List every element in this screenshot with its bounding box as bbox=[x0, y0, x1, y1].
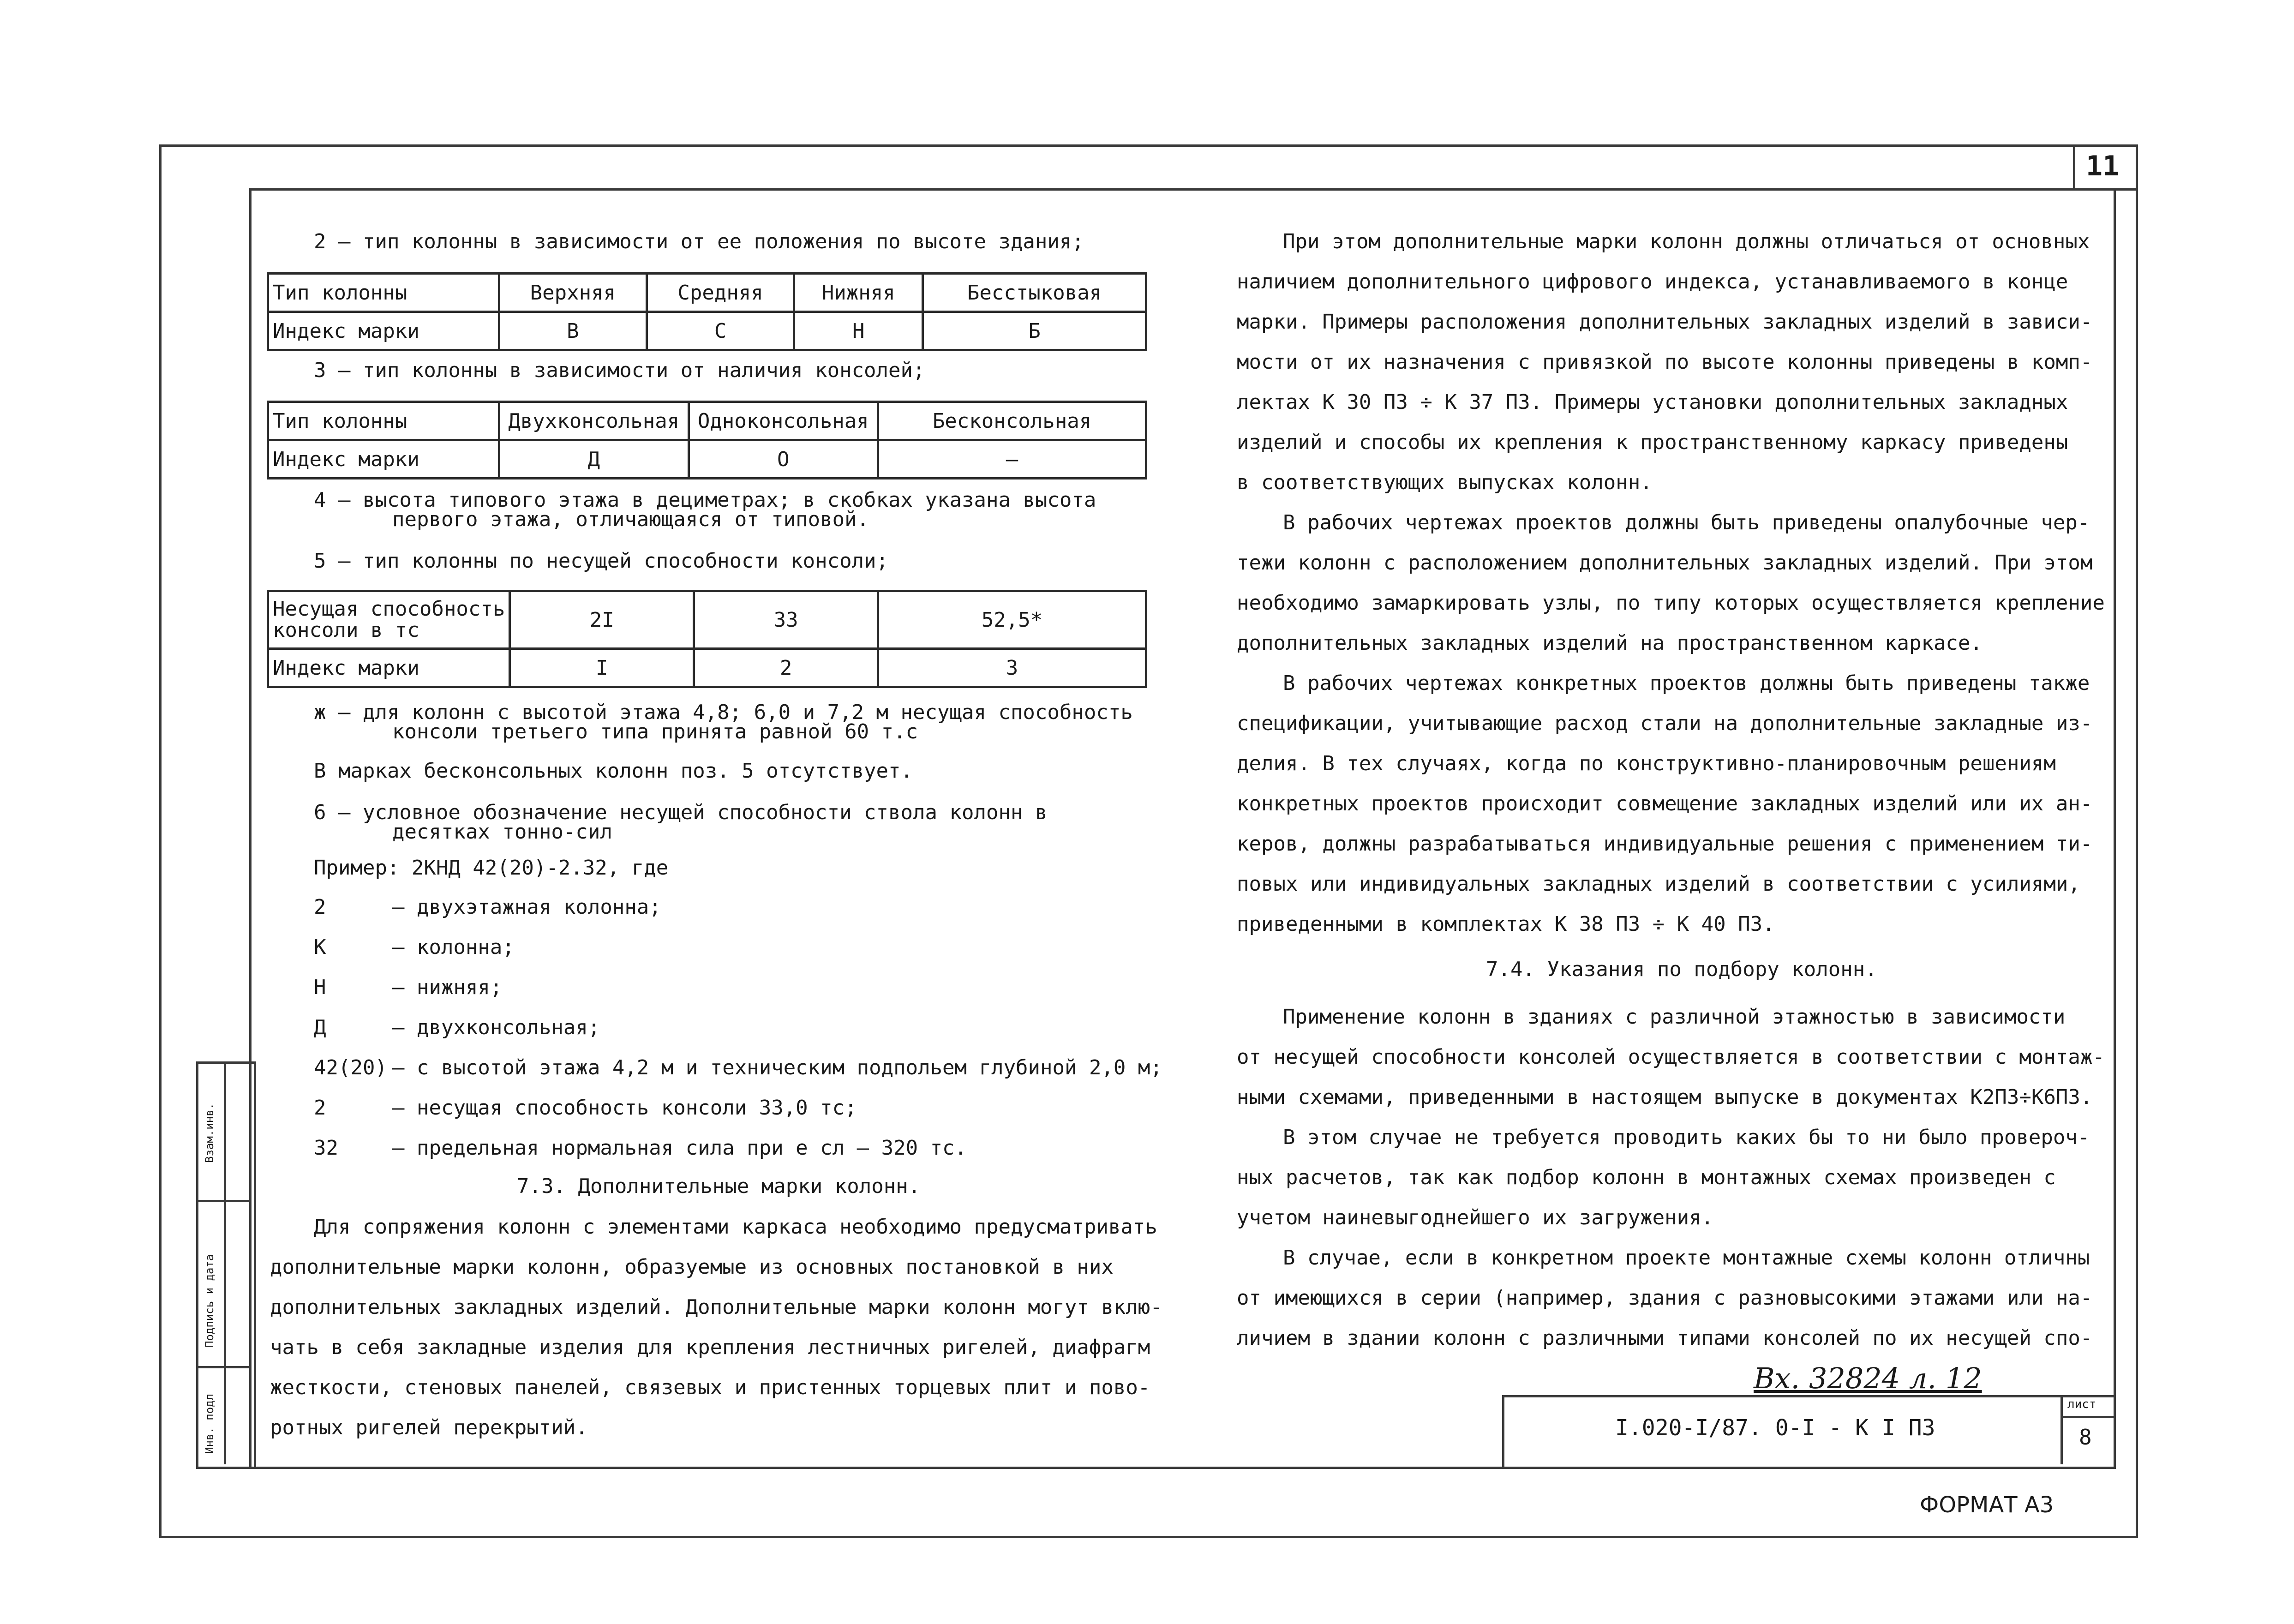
p1-line-4: лектах К 30 ПЗ ÷ К 37 ПЗ. Примеры установки дополнительных закладных bbox=[1237, 390, 2068, 414]
table-consoles bbox=[267, 401, 1147, 479]
example-line: Пример: 2КНД 42(20)-2.32, где bbox=[314, 856, 669, 880]
t1-h2: Средняя bbox=[647, 274, 794, 312]
note-a: ж – для колонн с высотой этажа 4,8; 6,0 и 7,2 м несущая способность bbox=[314, 701, 1133, 724]
legend-v-0: – двухэтажная колонна; bbox=[392, 895, 661, 919]
t1-h4: Бесстыковая bbox=[923, 274, 1146, 312]
item-5: 5 – тип колонны по несущей способности консоли; bbox=[314, 549, 889, 573]
p3-line-4: керов, должны разрабатываться индивидуальные решения с применением ти- bbox=[1237, 832, 2093, 856]
corner-page-number: 11 bbox=[2086, 150, 2120, 182]
item-4b: первого этажа, отличающаяся от типовой. bbox=[392, 508, 869, 531]
t2-h0: Тип колонны bbox=[268, 402, 499, 440]
p5-line-1: ных расчетов, так как подбор колонн в монтажных схемах произведен с bbox=[1237, 1166, 2056, 1189]
p73-line-2: дополнительных закладных изделий. Дополнительные марки колонн могут вклю- bbox=[270, 1295, 1162, 1319]
t3-h0a: Несущая способность bbox=[273, 597, 505, 621]
t1-h1: Верхняя bbox=[499, 274, 647, 312]
p3-line-2: делия. В тех случаях, когда по конструктивно-планировочным решениям bbox=[1237, 752, 2056, 775]
p3-line-1: спецификации, учитывающие расход стали на дополнительные закладные из- bbox=[1237, 712, 2093, 735]
t3-h0 bbox=[268, 591, 510, 649]
p73-line-3: чать в себя закладные изделия для крепления лестничных ригелей, диафрагм bbox=[270, 1336, 1150, 1359]
section-7-4-title: 7.4. Указания по подбору колонн. bbox=[1486, 958, 1877, 981]
t1-r3: Н bbox=[794, 312, 923, 350]
sheet-label: лист bbox=[2067, 1397, 2096, 1411]
t3-r3: 3 bbox=[878, 649, 1146, 687]
p3-line-0: В рабочих чертежах конкретных проектов должны быть приведены также bbox=[1283, 671, 2090, 695]
handwritten-registration: Вх. 32824 л. 12 bbox=[1754, 1361, 1982, 1395]
item-6a: 6 – условное обозначение несущей способности ствола колонн в bbox=[314, 801, 1048, 824]
t1-r0: Индекс марки bbox=[268, 312, 499, 350]
no-console-note: В марках бесконсольных колонн поз. 5 отсутствует. bbox=[314, 759, 913, 783]
p3-line-6: приведенными в комплектах К 38 ПЗ ÷ К 40 ПЗ. bbox=[1237, 912, 1775, 936]
t2-h2: Одноконсольная bbox=[689, 402, 878, 440]
t3-h0b: консоли в тс bbox=[273, 618, 419, 642]
note-b: консоли третьего типа принята равной 60 т.с bbox=[392, 720, 918, 743]
p6-line-1: от имеющихся в серии (например, здания с разновысокими этажами или на- bbox=[1237, 1286, 2093, 1310]
p73-line-5: ротных ригелей перекрытий. bbox=[270, 1416, 588, 1439]
p6-line-0: В случае, если в конкретном проекте монтажные схемы колонн отличны bbox=[1283, 1246, 2090, 1270]
p3-line-3: конкретных проектов происходит совмещение закладных изделий или их ан- bbox=[1237, 792, 2093, 815]
p2-line-2: необходимо замаркировать узлы, по типу которых осуществляется крепление bbox=[1237, 591, 2105, 615]
p1-line-3: мости от их назначения с привязкой по высоте колонны приведены в комп- bbox=[1237, 350, 2093, 374]
table-capacity bbox=[267, 590, 1147, 688]
p73-line-4: жесткости, стеновых панелей, связевых и пристенных торцевых плит и пово- bbox=[270, 1376, 1150, 1399]
p1-line-1: наличием дополнительного цифрового индекса, устанавливаемого в конце bbox=[1237, 270, 2068, 294]
item-6b: десятках тонно-сил bbox=[392, 820, 612, 844]
p4-line-0: Применение колонн в зданиях с различной этажностью в зависимости bbox=[1283, 1005, 2066, 1029]
side-strip-sep1 bbox=[196, 1200, 252, 1202]
p2-line-0: В рабочих чертежах проектов должны быть приведены опалубочные чер- bbox=[1283, 511, 2090, 534]
p73-line-1: дополнительные марки колонн, образуемые из основных постановкой в них bbox=[270, 1255, 1114, 1279]
p1-line-5: изделий и способы их крепления к пространственному каркасу приведены bbox=[1237, 431, 2068, 454]
t2-r1: Д bbox=[499, 440, 689, 479]
legend-v-3: – двухконсольная; bbox=[392, 1016, 600, 1039]
t2-h1: Двухконсольная bbox=[499, 402, 689, 440]
t2-h3: Бесконсольная bbox=[878, 402, 1146, 440]
t2-r0: Индекс марки bbox=[268, 440, 499, 479]
p5-line-0: В этом случае не требуется проводить каких бы то ни было провероч- bbox=[1283, 1126, 2090, 1149]
p73-line-0: Для сопряжения колонн с элементами каркаса необходимо предусматривать bbox=[314, 1215, 1157, 1239]
legend-v-2: – нижняя; bbox=[392, 976, 503, 999]
p4-line-1: от несущей способности консолей осуществляется в соответствии с монтаж- bbox=[1237, 1045, 2105, 1069]
side-strip-divider bbox=[224, 1061, 226, 1464]
t2-r3: – bbox=[878, 440, 1146, 479]
side-strip-label-2: Подпись и дата bbox=[203, 1254, 216, 1348]
p1-line-2: марки. Примеры расположения дополнительных закладных изделий в зависи- bbox=[1237, 310, 2093, 334]
side-strip-label-3: Инв. подл bbox=[203, 1393, 216, 1454]
p2-line-1: тежи колонн с расположением дополнительных закладных изделий. При этом bbox=[1237, 551, 2093, 575]
t3-r2: 2 bbox=[694, 649, 878, 687]
legend-k-0: 2 bbox=[314, 895, 326, 919]
t1-r1: В bbox=[499, 312, 647, 350]
legend-v-1: – колонна; bbox=[392, 935, 515, 959]
item-2: 2 – тип колонны в зависимости от ее положения по высоте здания; bbox=[314, 230, 1084, 253]
t1-h0: Тип колонны bbox=[268, 274, 499, 312]
t3-r0: Индекс марки bbox=[268, 649, 510, 687]
p4-line-2: ными схемами, приведенными в настоящем выпуске в документах К2ПЗ÷К6ПЗ. bbox=[1237, 1085, 2093, 1109]
t1-h3: Нижняя bbox=[794, 274, 923, 312]
p3-line-5: повых или индивидуальных закладных изделий в соответствии с усилиями, bbox=[1237, 872, 2080, 896]
format-label: ФОРМАТ А3 bbox=[1920, 1492, 2054, 1518]
item-4a: 4 – высота типового этажа в дециметрах; в скобках указана высота bbox=[314, 488, 1096, 512]
table-column-position bbox=[267, 272, 1147, 351]
t2-r2: О bbox=[689, 440, 878, 479]
p6-line-2: личием в здании колонн с различными типами консолей по их несущей спо- bbox=[1237, 1326, 2093, 1350]
t1-r2: С bbox=[647, 312, 794, 350]
p5-line-2: учетом наиневыгоднейшего их загружения. bbox=[1237, 1206, 1714, 1229]
item-3: 3 – тип колонны в зависимости от наличия консолей; bbox=[314, 359, 925, 382]
p2-line-3: дополнительных закладных изделий на пространственном каркасе. bbox=[1237, 631, 1983, 655]
document-code: I.020-I/87. 0-I - К I ПЗ bbox=[1615, 1415, 1935, 1441]
section-7-3-title: 7.3. Дополнительные марки колонн. bbox=[517, 1175, 921, 1198]
legend-k-2: Н bbox=[314, 976, 326, 999]
legend-k-6: 32 bbox=[314, 1136, 338, 1160]
title-block-divider bbox=[2060, 1395, 2063, 1464]
sheet-label-line bbox=[2060, 1416, 2114, 1418]
legend-k-5: 2 bbox=[314, 1096, 326, 1120]
legend-v-6: – предельная нормальная сила при e сл – 320 тс. bbox=[392, 1136, 967, 1160]
t3-r1: I bbox=[510, 649, 694, 687]
p1-line-6: в соответствующих выпусках колонн. bbox=[1237, 471, 1653, 494]
t3-v0: 2I bbox=[510, 591, 694, 649]
t3-v1: 33 bbox=[694, 591, 878, 649]
p1-line-0: При этом дополнительные марки колонн должны отличаться от основных bbox=[1283, 230, 2090, 253]
legend-k-3: Д bbox=[314, 1016, 326, 1039]
legend-k-4: 42(20) bbox=[314, 1056, 387, 1079]
t1-r4: Б bbox=[923, 312, 1146, 350]
side-strip-label-1: Взам.инв. bbox=[203, 1103, 216, 1163]
legend-v-4: – с высотой этажа 4,2 м и техническим подпольем глубиной 2,0 м; bbox=[392, 1056, 1162, 1079]
side-strip-sep2 bbox=[196, 1366, 252, 1368]
legend-v-5: – несущая способность консоли 33,0 тс; bbox=[392, 1096, 857, 1120]
legend-k-1: К bbox=[314, 935, 326, 959]
sheet-number: 8 bbox=[2079, 1425, 2092, 1450]
t3-v2: 52,5* bbox=[878, 591, 1146, 649]
